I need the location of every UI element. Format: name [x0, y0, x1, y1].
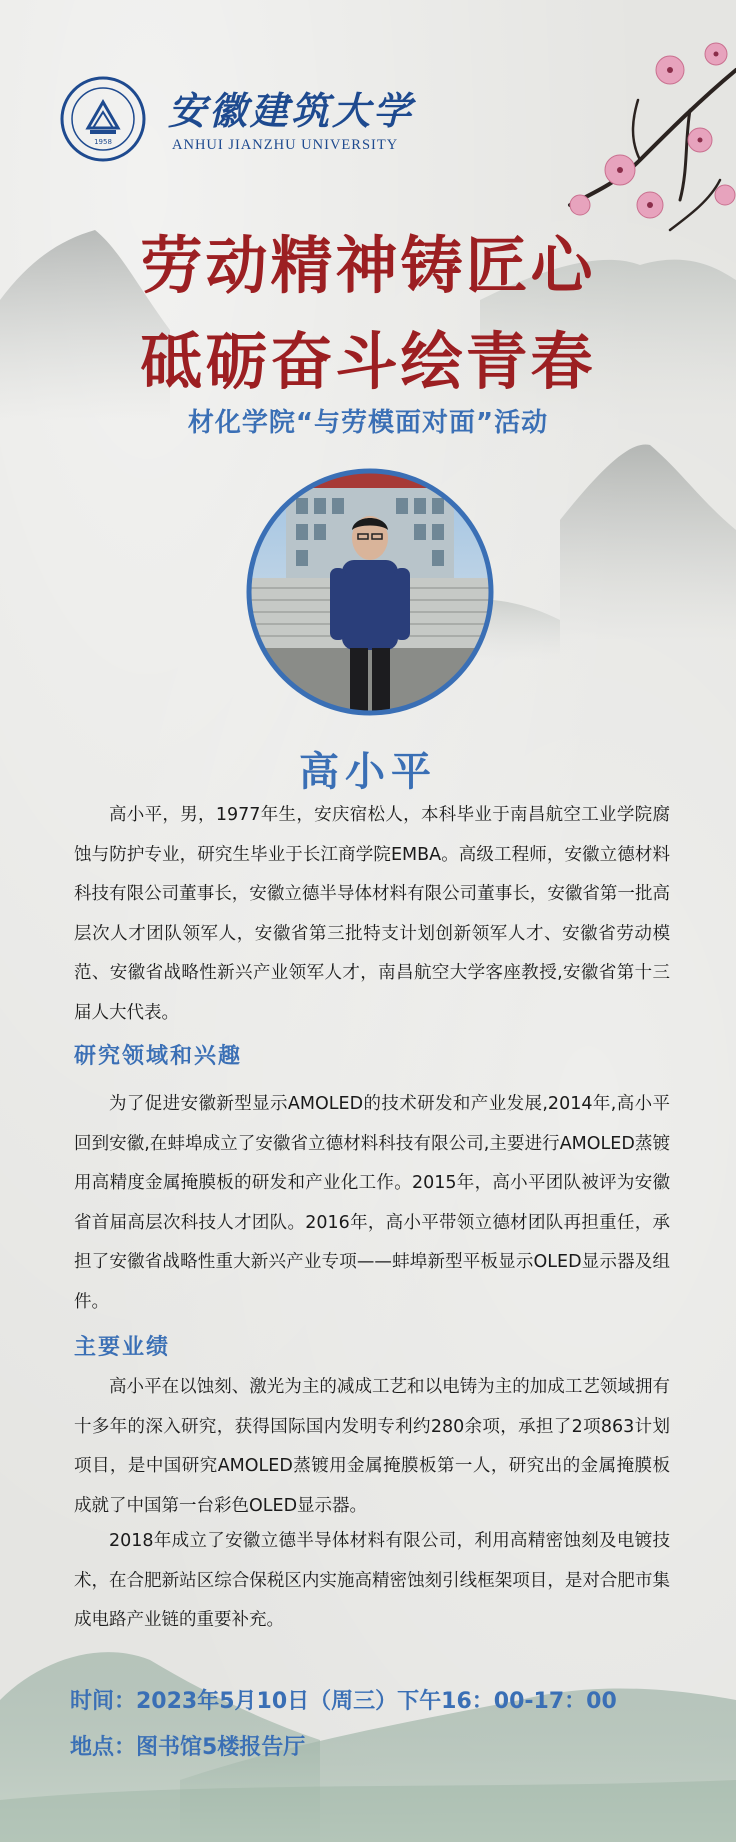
university-seal-icon	[60, 76, 146, 162]
event-time: 时间：2023年5月10日（周三）下午16：00-17：00	[70, 1689, 617, 1714]
university-name-cn: 安徽建筑大学	[168, 88, 415, 133]
event-place: 地点：图书馆5楼报告厅	[70, 1735, 306, 1760]
poster-title-line-2: 砥砺奋斗绘青春	[140, 325, 596, 398]
person-name: 高小平	[299, 749, 437, 795]
poster-subtitle: 材化学院“与劳模面对面”活动	[187, 408, 549, 438]
portrait-photo	[246, 468, 494, 716]
achievements-paragraph-2: 2018年成立了安徽立德半导体材料有限公司，利用高精密蚀刻及电镀技术，在合肥新站区综合保税区内实施高精密蚀刻引线框架项目，是对合肥市集成电路产业链的重要补充。	[74, 1531, 670, 1630]
achievements-paragraph-1: 高小平在以蚀刻、激光为主的减成工艺和以电铸为主的加成工艺领域拥有十多年的深入研究，获得国际国内发明专利约280余项，承担了2项863计划项目，是中国研究AMOLED蒸镀用金属掩膜板第一人，研究出的金属掩膜板成就了中国第一台彩色OLED显示器。	[74, 1377, 670, 1516]
seal-year: 1958	[94, 138, 112, 146]
research-heading: 研究领域和兴趣	[74, 1044, 243, 1069]
university-name-en: ANHUI JIANZHU UNIVERSITY	[172, 137, 399, 153]
university-header	[60, 76, 480, 166]
research-paragraph: 为了促进安徽新型显示AMOLED的技术研发和产业发展,2014年,高小平回到安徽,在蚌埠成立了安徽省立德材料科技有限公司,主要进行AMOLED蒸镀用高精度金属掩膜板的研发和产业化工作。2015年，高小平团队被评为安徽省首届高层次科技人才团队。2016年，高小平带领立德材团队再担重任，承担了安徽省战略性重大新兴产业专项——蚌埠新型平板显示OLED显示器及组件。	[74, 1094, 670, 1312]
intro-paragraph: 高小平，男，1977年生，安庆宿松人，本科毕业于南昌航空工业学院腐蚀与防护专业，研究生毕业于长江商学院EMBA。高级工程师，安徽立德材料科技有限公司董事长，安徽立德半导体材料有限公司董事长，安徽省第一批高层次人才团队领军人，安徽省第三批特支计划创新领军人才、安徽省劳动模范、安徽省战略性新兴产业领军人才，南昌航空大学客座教授,安徽省第十三届人大代表。	[74, 805, 670, 1023]
achievements-heading: 主要业绩	[74, 1335, 171, 1360]
poster-title-line-1: 劳动精神铸匠心	[140, 229, 596, 302]
